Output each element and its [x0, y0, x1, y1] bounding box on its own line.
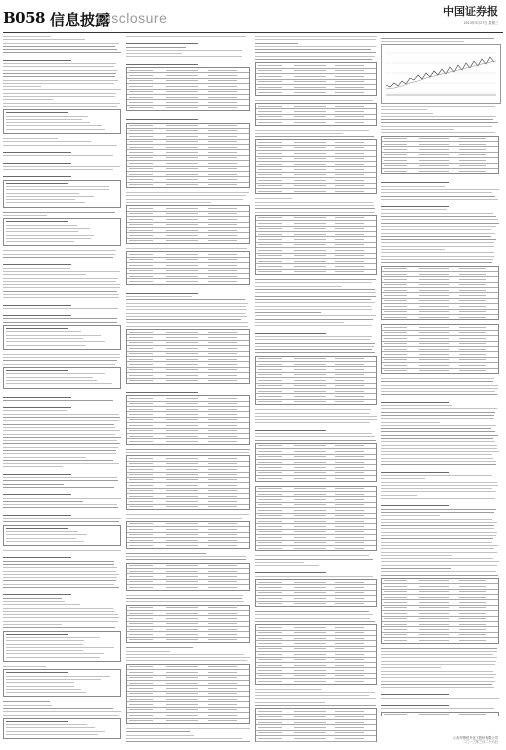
- table-row: [382, 369, 498, 373]
- data-table: [126, 521, 250, 549]
- data-table: [381, 712, 499, 716]
- page-code: B058: [3, 9, 45, 27]
- chart-plot: [382, 45, 500, 103]
- data-table: [381, 324, 499, 374]
- table-row: [382, 169, 498, 173]
- subheading: [381, 472, 449, 473]
- data-table: [381, 136, 499, 175]
- table-row: [127, 638, 249, 642]
- subheading: [3, 60, 71, 61]
- subheading: [3, 152, 71, 153]
- page-header: [0, 0, 506, 32]
- subheading: [126, 43, 198, 44]
- table-row: [256, 400, 376, 404]
- data-table: [126, 329, 250, 384]
- subheading: [3, 397, 71, 398]
- issue-date: 2013年3月27日 星期三: [463, 21, 498, 25]
- data-table: [255, 708, 377, 742]
- table-row: [127, 439, 249, 443]
- subheading: [126, 119, 198, 120]
- column-4: [381, 106, 499, 716]
- data-table: [381, 266, 499, 321]
- table-row: [256, 90, 376, 94]
- data-table: [255, 624, 377, 684]
- subheading: [126, 392, 198, 393]
- chart-series-line: [386, 57, 494, 87]
- subheading: [3, 264, 71, 265]
- subheading: [381, 705, 449, 706]
- data-table: [255, 579, 377, 607]
- column-2: [126, 36, 250, 742]
- listing-box: [3, 631, 121, 662]
- signature-block: [453, 736, 498, 744]
- data-table: [126, 563, 250, 591]
- subheading: [3, 315, 71, 316]
- table-row: [256, 679, 376, 683]
- column-3: [255, 36, 377, 742]
- subheading: [126, 64, 198, 65]
- data-table: [126, 251, 250, 284]
- data-table: [126, 455, 250, 510]
- header-rule: [3, 32, 503, 33]
- subheading: [3, 474, 71, 475]
- data-table: [126, 67, 250, 111]
- subheading: [255, 572, 326, 573]
- subheading: [3, 594, 71, 595]
- data-table: [126, 123, 250, 189]
- data-table: [126, 205, 250, 244]
- data-table: [255, 443, 377, 482]
- newspaper-masthead: 中国证券报: [443, 5, 498, 18]
- data-table: [255, 486, 377, 552]
- column-1: [3, 36, 121, 742]
- subheading: [255, 430, 326, 431]
- table-row: [127, 543, 249, 547]
- table-row: [127, 585, 249, 589]
- subheading: [126, 293, 198, 294]
- subheading: [381, 402, 449, 403]
- table-row: [256, 602, 376, 606]
- listing-box: [3, 718, 121, 739]
- table-row: [256, 120, 376, 124]
- data-table: [255, 62, 377, 95]
- subheading: [3, 176, 71, 177]
- table-row: [382, 315, 498, 319]
- table-row: [127, 106, 249, 110]
- table-row: [127, 505, 249, 509]
- listing-box: [3, 669, 121, 697]
- table-row: [127, 279, 249, 283]
- data-table: [126, 664, 250, 724]
- table-row: [127, 719, 249, 723]
- signature-company: 山东华鲁恒升化工股份有限公司: [453, 736, 498, 740]
- subheading: [3, 557, 71, 558]
- table-row: [256, 189, 376, 193]
- subheading: [381, 505, 449, 506]
- subheading: [3, 163, 71, 164]
- stock-price-chart: [381, 44, 501, 104]
- table-row: [382, 713, 498, 716]
- signature-date: 二〇一三年三月二十六日: [462, 740, 498, 744]
- table-row: [256, 546, 376, 550]
- table-row: [127, 183, 249, 187]
- subheading: [3, 515, 71, 516]
- listing-box: [3, 109, 121, 134]
- subheading: [255, 333, 326, 334]
- subheading: [3, 305, 71, 306]
- data-table: [126, 605, 250, 644]
- table-row: [127, 239, 249, 243]
- data-table: [255, 215, 377, 275]
- listing-box: [3, 180, 121, 208]
- listing-box: [3, 525, 121, 546]
- subheading: [3, 407, 71, 408]
- subheading: [3, 494, 71, 495]
- table-row: [256, 476, 376, 480]
- listing-box: [3, 218, 121, 246]
- data-table: [255, 139, 377, 194]
- data-table: [255, 103, 377, 126]
- listing-box: [3, 367, 121, 388]
- data-table: [255, 356, 377, 406]
- subheading: [381, 182, 449, 183]
- data-table: [126, 395, 250, 445]
- listing-box: [3, 325, 121, 350]
- table-row: [382, 638, 498, 642]
- data-table: [381, 578, 499, 644]
- table-row: [256, 270, 376, 274]
- table-row: [127, 379, 249, 383]
- section-english: Disclosure: [97, 10, 168, 26]
- subheading: [381, 206, 449, 207]
- section-name: 信息披露: [50, 11, 111, 29]
- subheading: [381, 694, 449, 695]
